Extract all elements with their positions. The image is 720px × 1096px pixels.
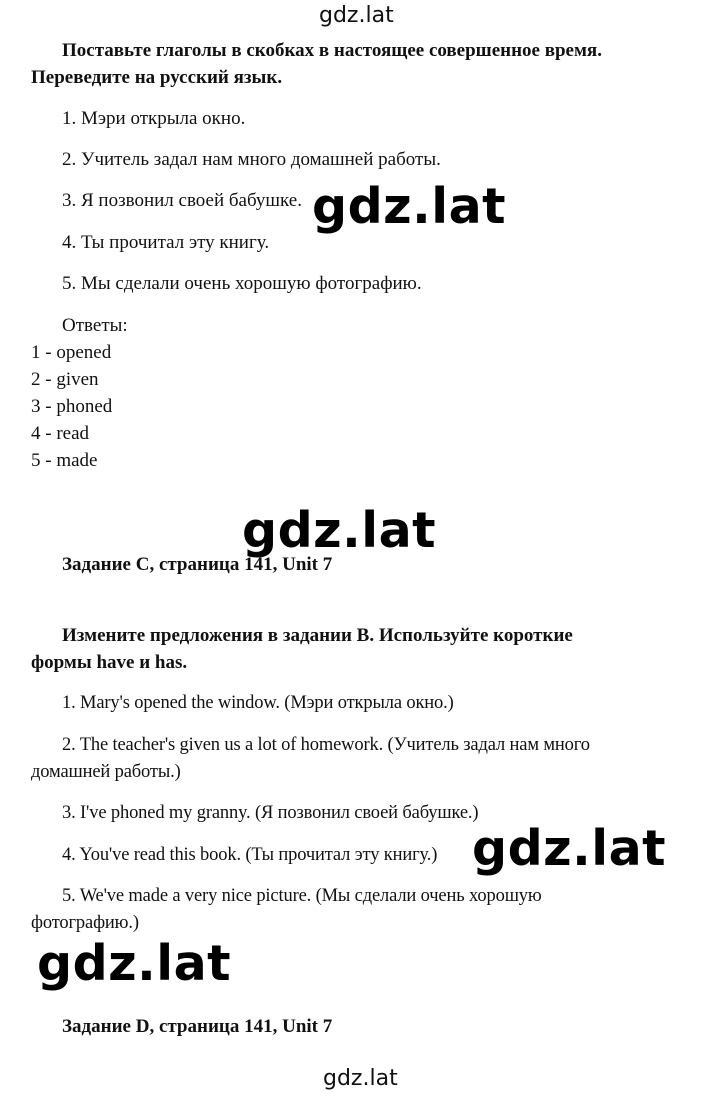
- answer-1: 1 - opened: [31, 342, 112, 363]
- task-c-instruction-line1: Измените предложения в задании B. Используйте короткие: [62, 625, 573, 646]
- task-c-item-3: 3. I've phoned my granny. (Я позвонил своей бабушке.): [62, 803, 479, 823]
- task-b-item-1: 1. Мэри открыла окно.: [62, 108, 246, 129]
- task-c-item-5-line2: фотографию.): [31, 913, 139, 933]
- answer-5: 5 - made: [31, 450, 98, 471]
- task-d-heading: Задание D, страница 141, Unit 7: [62, 1016, 333, 1037]
- task-c-heading: Задание C, страница 141, Unit 7: [62, 554, 333, 575]
- task-b-item-4: 4. Ты прочитал эту книгу.: [62, 232, 270, 253]
- task-c-item-2-line1: 2. The teacher's given us a lot of homework. (Учитель задал нам много: [62, 735, 590, 755]
- task-c-item-1: 1. Mary's opened the window. (Мэри открыла окно.): [62, 693, 454, 713]
- task-b-instruction-line2: Переведите на русский язык.: [31, 67, 283, 88]
- task-b-instruction-line1: Поставьте глаголы в скобках в настоящее совершенное время.: [62, 40, 602, 61]
- watermark-large-3: gdz.lat: [472, 820, 667, 877]
- watermark-bottom: gdz.lat: [323, 1066, 398, 1091]
- watermark-top: gdz.lat: [319, 3, 394, 28]
- task-b-item-3: 3. Я позвонил своей бабушке.: [62, 190, 302, 211]
- watermark-large-2: gdz.lat: [242, 502, 437, 559]
- task-c-item-4: 4. You've read this book. (Ты прочитал эту книгу.): [62, 845, 438, 865]
- watermark-large-4: gdz.lat: [37, 935, 232, 992]
- task-c-item-5-line1: 5. We've made a very nice picture. (Мы сделали очень хорошую: [62, 886, 542, 906]
- task-c-item-2-line2: домашней работы.): [31, 762, 181, 782]
- answer-3: 3 - phoned: [31, 396, 113, 417]
- task-b-item-2: 2. Учитель задал нам много домашней работы.: [62, 149, 441, 170]
- task-b-item-5: 5. Мы сделали очень хорошую фотографию.: [62, 273, 422, 294]
- answers-label: Ответы:: [62, 315, 128, 336]
- task-c-instruction-line2: формы have и has.: [31, 652, 188, 673]
- answer-2: 2 - given: [31, 369, 99, 390]
- watermark-large-1: gdz.lat: [312, 178, 507, 235]
- answer-4: 4 - read: [31, 423, 90, 444]
